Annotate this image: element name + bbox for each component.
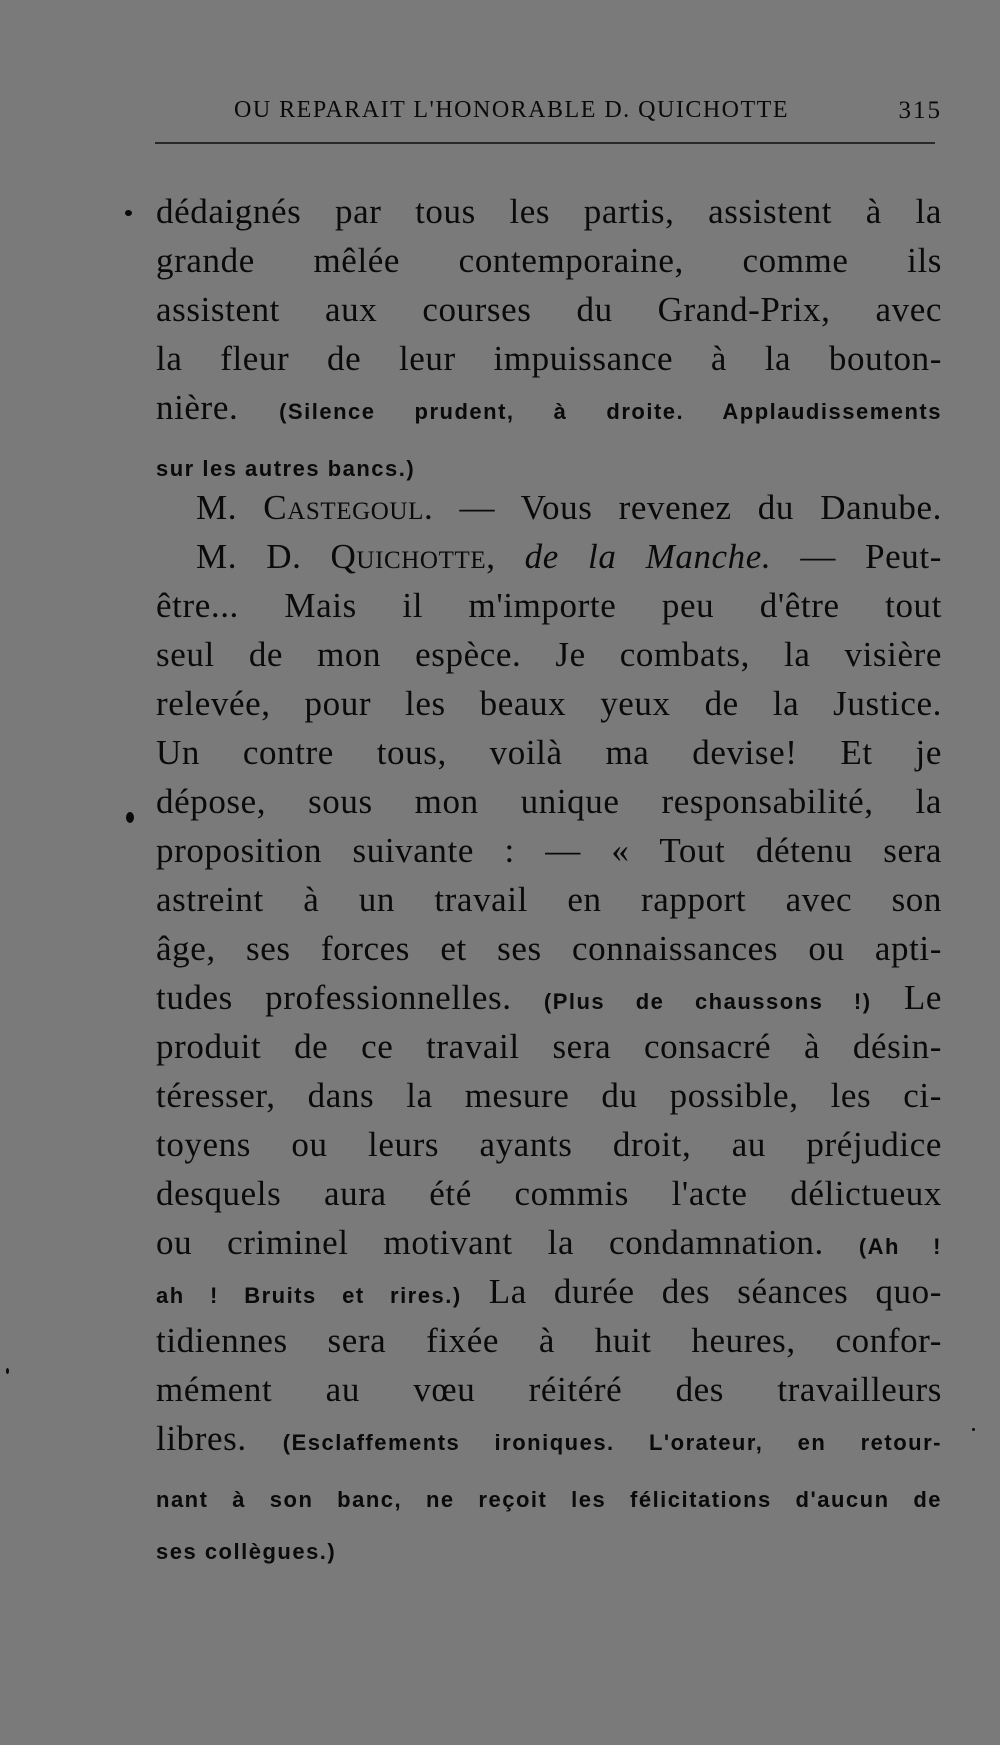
stage-direction: (Plus de chaussons !) <box>543 989 872 1014</box>
text-line: ah ! Bruits et rires.) La durée des séances quo- <box>156 1272 942 1311</box>
page-header <box>150 97 942 137</box>
stage-direction: nant à son banc, ne reçoit les félicitations d'aucun de <box>156 1487 942 1512</box>
text-line: proposition suivante : — « Tout détenu sera <box>156 831 942 870</box>
stage-direction: sur les autres bancs.) <box>156 456 416 481</box>
text-line: seul de mon espèce. Je combats, la visière <box>156 635 942 674</box>
page-number: 315 <box>898 97 942 124</box>
stage-direction: (Esclaffements ironiques. L'orateur, en retour- <box>282 1430 942 1455</box>
text-line: tudes professionnelles. (Plus de chaussons !) Le <box>156 978 943 1017</box>
text-line: tidiennes sera fixée à huit heures, confor- <box>156 1321 942 1360</box>
header-rule <box>155 142 935 144</box>
stage-direction: (Ah ! <box>858 1234 943 1259</box>
stage-direction: ah ! Bruits et rires.) <box>156 1283 462 1308</box>
text-line: nière. (Silence prudent, à droite. Applaudissements <box>156 388 942 427</box>
speaker-line: M. Castegoul. — Vous revenez du Danube. <box>196 488 942 527</box>
text-line <box>156 445 942 485</box>
speaker-name: Quichotte, <box>330 537 496 576</box>
text-line: mément au vœu réitéré des travailleurs <box>156 1370 942 1409</box>
text-line: la fleur de leur impuissance à la bouton- <box>156 339 942 378</box>
text-line: astreint à un travail en rapport avec son <box>156 880 942 919</box>
stage-direction: ses collègues.) <box>156 1539 337 1564</box>
text-line: grande mêlée contemporaine, comme ils <box>156 241 942 280</box>
running-head: OU REPARAIT L'HONORABLE D. QUICHOTTE <box>234 97 789 123</box>
text-line: être... Mais il m'importe peu d'être tout <box>156 586 942 625</box>
text-line <box>156 1528 942 1568</box>
text-line: dédaignés par tous les partis, assistent à la <box>156 192 942 231</box>
ink-speck <box>125 210 132 216</box>
text-line: produit de ce travail sera consacré à désin- <box>156 1027 942 1066</box>
text-line: toyens ou leurs ayants droit, au préjudice <box>156 1125 942 1164</box>
text-line: Un contre tous, voilà ma devise! Et je <box>156 733 942 772</box>
text-line: dépose, sous mon unique responsabilité, la <box>156 782 942 821</box>
stage-direction: (Silence prudent, à droite. Applaudissements <box>279 399 942 424</box>
text-line: âge, ses forces et ses connaissances ou apti- <box>156 929 942 968</box>
text-line: libres. (Esclaffements ironiques. L'orateur, en retour- <box>156 1419 942 1458</box>
text-line: assistent aux courses du Grand-Prix, avec <box>156 290 942 329</box>
text-line <box>156 1476 942 1516</box>
ink-speck <box>972 1428 975 1431</box>
ink-speck <box>6 1368 9 1374</box>
text-line: relevée, pour les beaux yeux de la Justice. <box>156 684 942 723</box>
text-line: desquels aura été commis l'acte délictueux <box>156 1174 942 1213</box>
speaker-line: M. D. Quichotte, de la Manche. — Peut- <box>196 537 942 576</box>
text-line: ou criminel motivant la condamnation. (Ah ! <box>156 1223 943 1262</box>
text-line: téresser, dans la mesure du possible, les ci- <box>156 1076 942 1115</box>
ink-speck <box>126 812 134 823</box>
speaker-name: Castegoul. <box>263 488 434 527</box>
